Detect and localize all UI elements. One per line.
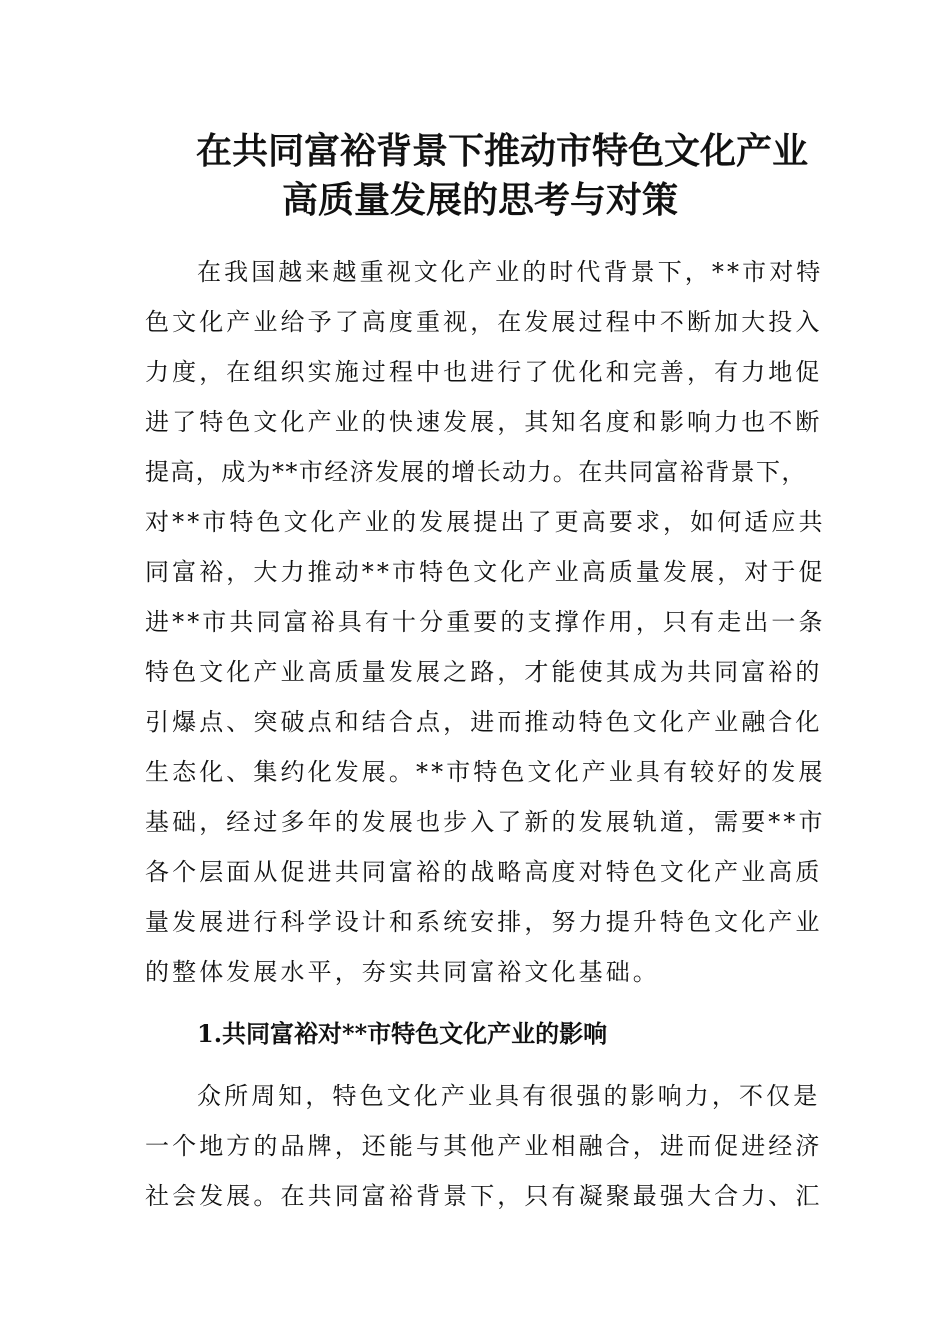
section-heading: 1.共同富裕对**市特色文化产业的影响 xyxy=(197,1019,608,1048)
paragraph-line: 引爆点、突破点和结合点，进而推动特色文化产业融合化 xyxy=(145,708,823,736)
paragraph-line: 同富裕，大力推动**市特色文化产业高质量发展，对于促 xyxy=(145,558,826,586)
paragraph-line: 进**市共同富裕具有十分重要的支撑作用，只有走出一条 xyxy=(145,608,826,636)
paragraph-line: 在我国越来越重视文化产业的时代背景下，**市对特 xyxy=(197,258,824,286)
document-title-line-1: 在共同富裕背景下推动市特色文化产业 xyxy=(196,130,809,172)
paragraph-line: 对**市特色文化产业的发展提出了更高要求，如何适应共 xyxy=(145,508,826,536)
document-title-line-2: 高质量发展的思考与对策 xyxy=(282,179,679,221)
paragraph-line: 生态化、集约化发展。**市特色文化产业具有较好的发展 xyxy=(145,758,826,786)
paragraph-line: 进了特色文化产业的快速发展，其知名度和影响力也不断 xyxy=(145,408,823,436)
paragraph-line: 各个层面从促进共同富裕的战略高度对特色文化产业高质 xyxy=(145,858,823,886)
paragraph-line: 提高，成为**市经济发展的增长动力。在共同富裕背景下， xyxy=(145,458,807,486)
paragraph-line: 色文化产业给予了高度重视，在发展过程中不断加大投入 xyxy=(145,308,823,336)
paragraph-line: 众所周知，特色文化产业具有很强的影响力，不仅是 xyxy=(197,1082,821,1110)
paragraph-line: 力度，在组织实施过程中也进行了优化和完善，有力地促 xyxy=(145,358,823,386)
paragraph-line: 社会发展。在共同富裕背景下，只有凝聚最强大合力、汇 xyxy=(145,1182,823,1210)
paragraph-line: 基础，经过多年的发展也步入了新的发展轨道，需要**市 xyxy=(145,808,826,836)
paragraph-line: 一个地方的品牌，还能与其他产业相融合，进而促进经济 xyxy=(145,1132,823,1160)
paragraph-line: 的整体发展水平，夯实共同富裕文化基础。 xyxy=(145,958,660,986)
paragraph-line: 特色文化产业高质量发展之路，才能使其成为共同富裕的 xyxy=(145,658,823,686)
paragraph-line: 量发展进行科学设计和系统安排，努力提升特色文化产业 xyxy=(145,908,823,936)
